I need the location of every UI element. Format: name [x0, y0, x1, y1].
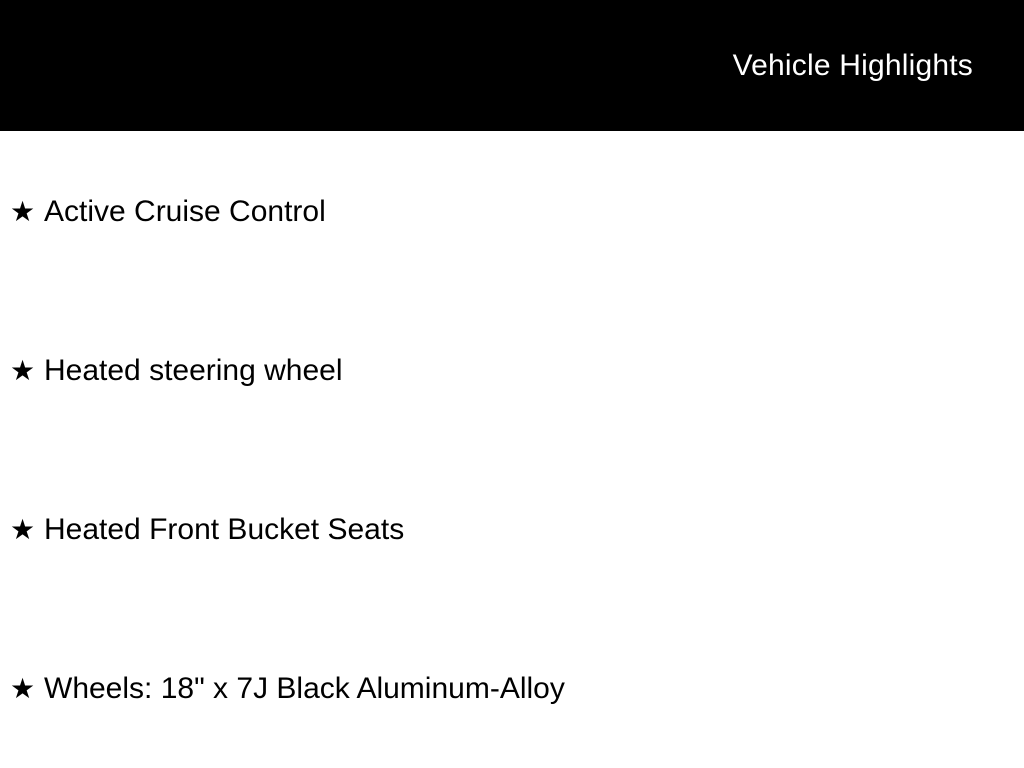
list-item-label: Active Cruise Control [44, 195, 326, 228]
list-item-label: Heated Front Bucket Seats [44, 513, 405, 546]
star-icon: ★ [10, 514, 36, 545]
list-item-label: Heated steering wheel [44, 354, 343, 387]
list-item [10, 671, 565, 707]
star-icon: ★ [10, 673, 36, 704]
list-item [10, 194, 326, 230]
star-icon: ★ [10, 355, 36, 386]
list-item-label: Wheels: 18" x 7J Black Aluminum-Alloy [44, 672, 565, 705]
list-item [10, 512, 404, 548]
page-title: Vehicle Highlights [732, 48, 973, 82]
star-icon: ★ [10, 196, 36, 227]
list-item [10, 353, 343, 389]
